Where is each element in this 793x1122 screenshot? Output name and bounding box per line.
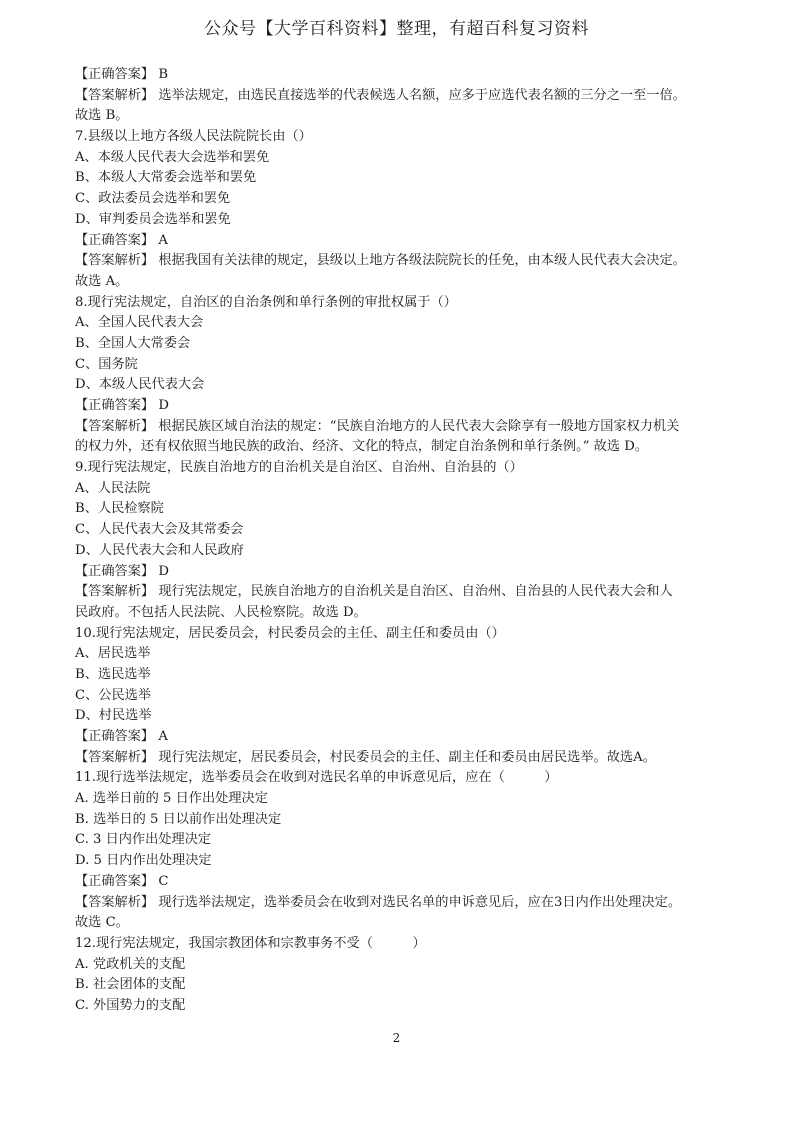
option-line: B. 社会团体的支配 bbox=[75, 977, 186, 993]
option-line: C、人民代表大会及其常委会 bbox=[75, 522, 244, 538]
option-line: D、人民代表大会和人民政府 bbox=[75, 542, 244, 558]
option-line: D、本级人民代表大会 bbox=[75, 377, 205, 393]
option-line: B、人民检察院 bbox=[75, 501, 164, 517]
option-line: C、国务院 bbox=[75, 356, 138, 372]
question-11: 11.现行选举法规定，选举委员会在收到对选民名单的申诉意见后，应在（ ） bbox=[75, 770, 558, 786]
answer-line: 【正确答案】 A bbox=[75, 729, 168, 744]
question-8: 8.现行宪法规定，自治区的自治条例和单行条例的审批权属于（） bbox=[75, 294, 457, 310]
option-line: B、本级人大常委会选举和罢免 bbox=[75, 170, 257, 186]
option-line: D、审判委员会选举和罢免 bbox=[75, 211, 231, 227]
option-line: B、全国人大常委会 bbox=[75, 335, 191, 351]
explanation-line: 【答案解析】 根据我国有关法律的规定，县级以上地方各级法院院长的任免，由本级人民代表大会决定。 bbox=[75, 253, 686, 269]
answer-line: 【正确答案】 D bbox=[75, 563, 169, 579]
option-line: C、政法委员会选举和罢免 bbox=[75, 191, 231, 207]
page-number: 2 bbox=[392, 1031, 401, 1045]
question-7: 7.县级以上地方各级人民法院院长由（） bbox=[75, 129, 312, 145]
option-line: A. 选举日前的 5 日作出处理决定 bbox=[75, 791, 268, 807]
explanation-line: 故选 B。 bbox=[75, 108, 129, 124]
option-line: B、选民选举 bbox=[75, 666, 151, 682]
question-10: 10.现行宪法规定，居民委员会，村民委员会的主任、副主任和委员由（） bbox=[75, 625, 505, 641]
explanation-line: 故选 A。 bbox=[75, 273, 129, 289]
explanation-line: 的权力外，还有权依照当地民族的政治、经济、文化的特点，制定自治条例和单行条例。” 故选 D。 bbox=[75, 439, 648, 455]
question-12: 12.现行宪法规定，我国宗教团体和宗教事务不受（ ） bbox=[75, 935, 426, 951]
option-line: A. 党政机关的支配 bbox=[75, 956, 186, 972]
explanation-line: 故选 C。 bbox=[75, 915, 129, 931]
option-line: A、全国人民代表大会 bbox=[75, 315, 204, 331]
explanation-line: 【答案解析】 现行选举法规定，选举委员会在收到对选民名单的申诉意见后，应在3日内作出处理决定。 bbox=[75, 894, 682, 910]
option-line: D. 5 日内作出处理决定 bbox=[75, 853, 212, 869]
explanation-line: 【答案解析】 现行宪法规定，民族自治地方的自治机关是自治区、自治州、自治县的人民代表大会和人 bbox=[75, 584, 673, 600]
option-line: A、本级人民代表大会选举和罢免 bbox=[75, 149, 270, 165]
option-line: C、公民选举 bbox=[75, 687, 152, 703]
answer-line: 【正确答案】 C bbox=[75, 873, 169, 889]
option-line: A、居民选举 bbox=[75, 646, 151, 662]
option-line: A、人民法院 bbox=[75, 480, 151, 496]
option-line: C. 3 日内作出处理决定 bbox=[75, 832, 212, 848]
page-header-title: 公众号【大学百科资料】整理，有超百科复习资料 bbox=[204, 19, 589, 39]
answer-line: 【正确答案】 B bbox=[75, 67, 169, 82]
answer-line: 【正确答案】 D bbox=[75, 398, 169, 413]
option-line: D、村民选举 bbox=[75, 708, 152, 724]
option-line: B. 选举日的 5 日以前作出处理决定 bbox=[75, 811, 282, 827]
explanation-line: 【答案解析】 选举法规定，由选民直接选举的代表候选人名额，应多于应选代表名额的三分之一至一倍。 bbox=[75, 87, 686, 103]
question-9: 9.现行宪法规定，民族自治地方的自治机关是自治区、自治州、自治县的（） bbox=[75, 460, 523, 476]
option-line: C. 外国势力的支配 bbox=[75, 997, 186, 1013]
answer-line: 【正确答案】 A bbox=[75, 232, 168, 248]
explanation-line: 【答案解析】 现行宪法规定，居民委员会，村民委员会的主任、副主任和委员由居民选举。故选A。 bbox=[75, 749, 656, 765]
explanation-line: 【答案解析】 根据民族区域自治法的规定：“民族自治地方的人民代表大会除享有一般地方国家权力机关 bbox=[75, 418, 680, 434]
document-body bbox=[75, 65, 725, 1017]
explanation-line: 民政府。不包括人民法院、人民检察院。故选 D。 bbox=[75, 604, 367, 620]
